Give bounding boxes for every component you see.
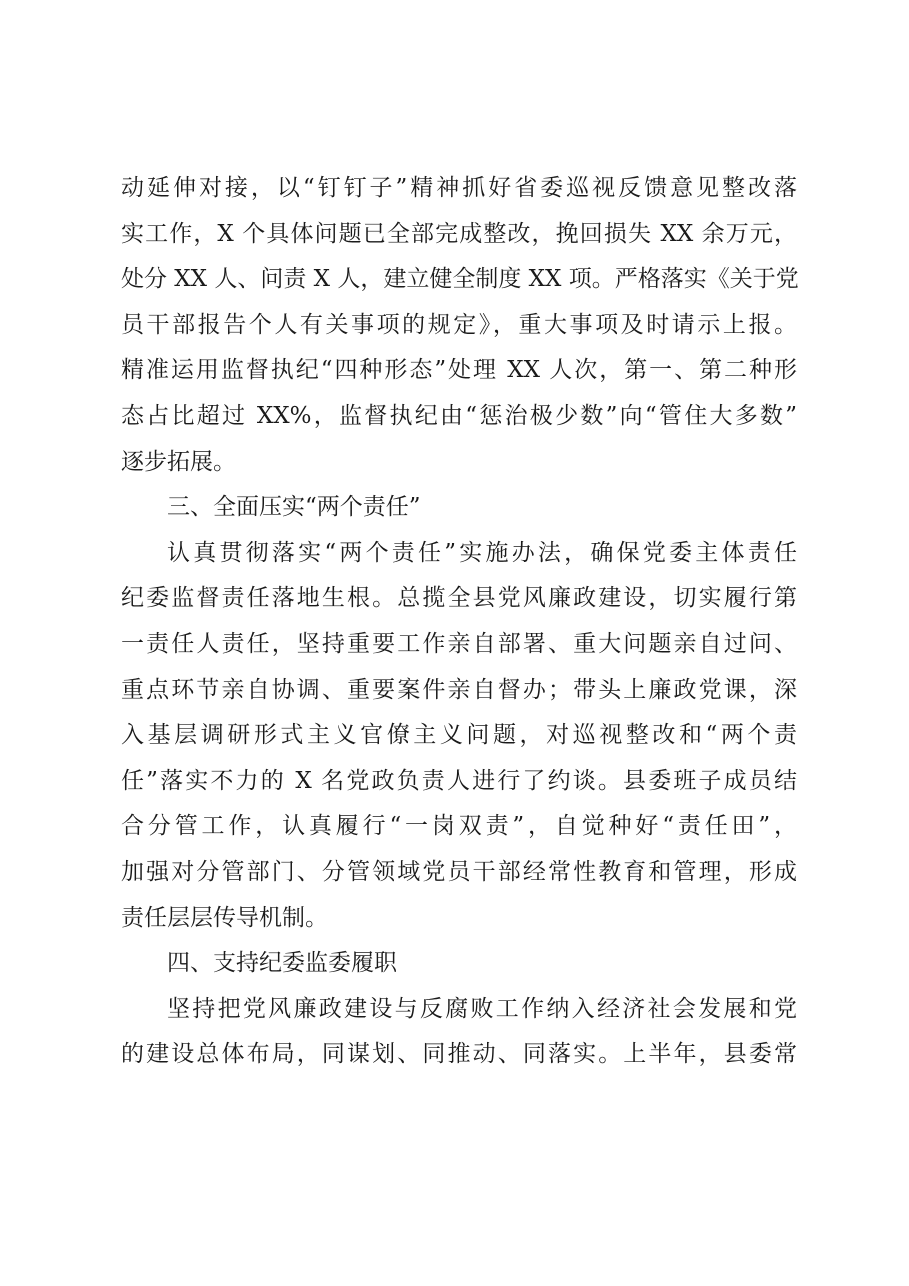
paragraph-line: 坚持把党风廉政建设与反腐败工作纳入经济社会发展和党 <box>167 995 797 1022</box>
section-heading: 三、全面压实“两个责任” <box>167 494 421 521</box>
paragraph-line: 合分管工作，认真履行“一岗双责”，自觉种好“责任田”， <box>121 813 797 840</box>
paragraph-line: 任”落实不力的 X 名党政负责人进行了约谈。县委班子成员结 <box>121 767 797 794</box>
paragraph-line: 纪委监督责任落地生根。总揽全县党风廉政建设，切实履行第 <box>121 585 797 612</box>
paragraph-line: 认真贯彻落实“两个责任”实施办法，确保党委主体责任 <box>167 539 797 566</box>
section-heading: 四、支持纪委监委履职 <box>167 950 397 977</box>
paragraph-line: 处分 XX 人、问责 X 人，建立健全制度 XX 项。严格落实《关于党 <box>121 266 799 293</box>
paragraph-line: 动延伸对接，以“钉钉子”精神抓好省委巡视反馈意见整改落 <box>121 175 797 201</box>
paragraph-line: 责任层层传导机制。 <box>121 904 328 931</box>
paragraph-line: 态占比超过 XX%，监督执纪由“惩治极少数”向“管住大多数” <box>121 402 797 429</box>
paragraph-line: 加强对分管部门、分管领域党员干部经常性教育和管理，形成 <box>121 858 797 885</box>
paragraph-line: 实工作，X 个具体问题已全部完成整改，挽回损失 XX 余万元， <box>121 220 797 247</box>
paragraph-line: 入基层调研形式主义官僚主义问题，对巡视整改和“两个责 <box>121 722 797 749</box>
paragraph-line: 的建设总体布局，同谋划、同推动、同落实。上半年，县委常 <box>121 1041 797 1068</box>
paragraph-line: 精准运用监督执纪“四种形态”处理 XX 人次，第一、第二种形 <box>121 357 797 384</box>
paragraph-line: 逐步拓展。 <box>121 448 236 475</box>
paragraph-line: 员干部报告个人有关事项的规定》，重大事项及时请示上报。 <box>121 311 797 338</box>
paragraph-line: 一责任人责任，坚持重要工作亲自部署、重大问题亲自过问、 <box>121 630 797 657</box>
document-body <box>121 166 797 1078</box>
paragraph-line: 重点环节亲自协调、重要案件亲自督办；带头上廉政党课，深 <box>121 676 797 703</box>
